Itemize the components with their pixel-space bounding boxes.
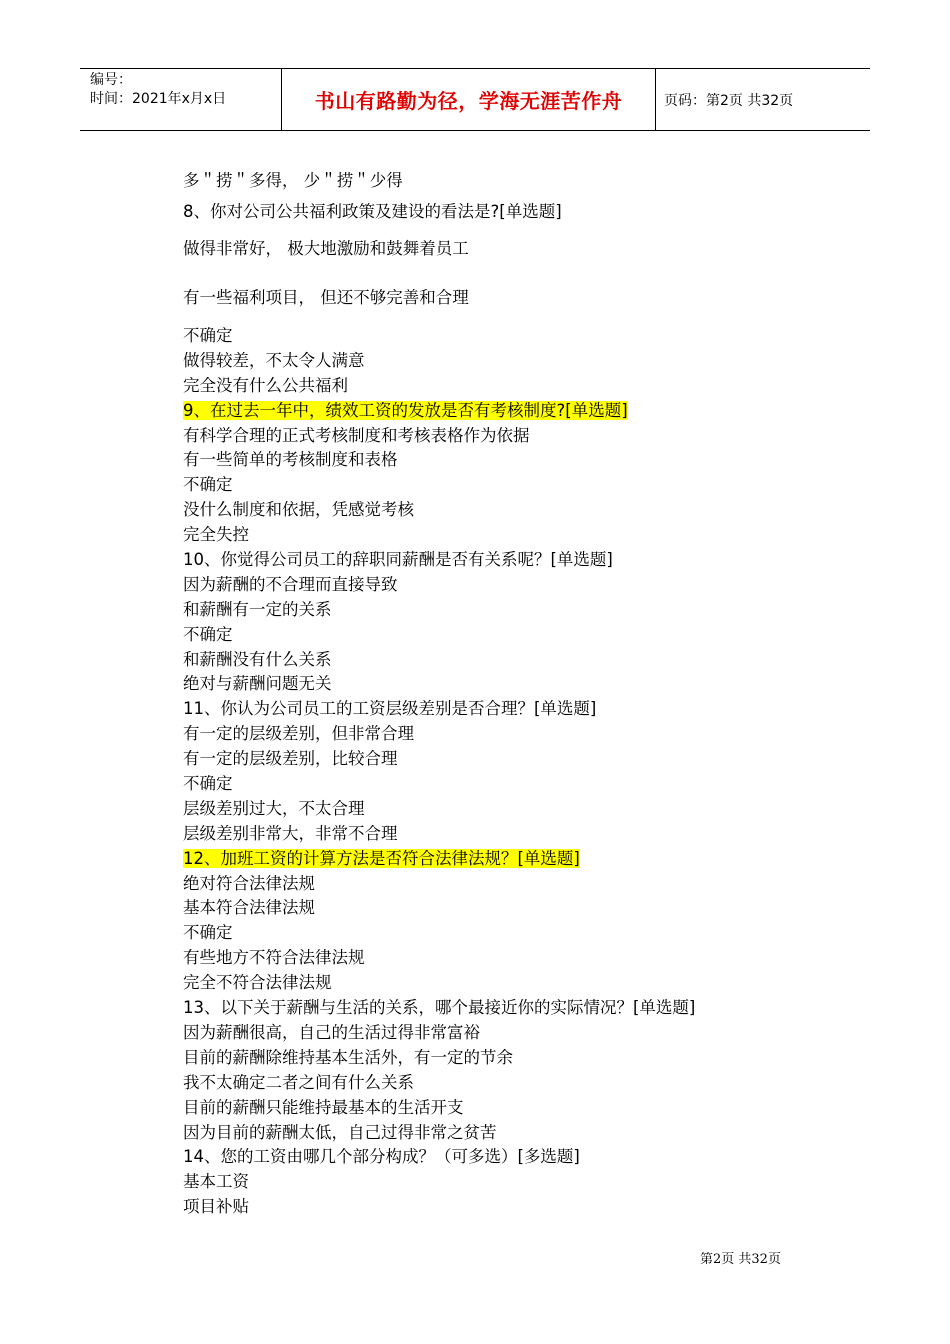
option-line: 因为薪酬的不合理而直接导致	[183, 574, 398, 594]
option-line: 因为薪酬很高，自己的生活过得非常富裕	[183, 1022, 480, 1042]
option-line: 有一定的层级差别，但非常合理	[183, 724, 414, 744]
question-8: 8、你对公司公共福利政策及建设的看法是?[单选题]	[183, 202, 562, 221]
option-line: 层级差别非常大，非常不合理	[183, 823, 398, 843]
question-9	[183, 399, 863, 424]
question-10: 10、你觉得公司员工的辞职同薪酬是否有关系呢？[单选题]	[183, 550, 613, 570]
option-line: 没什么制度和依据，凭感觉考核	[183, 500, 414, 520]
option-line: 完全不符合法律法规	[183, 973, 332, 993]
question-12	[183, 847, 863, 872]
page-footer: 第2页 共32页	[700, 1252, 781, 1267]
option-line: 目前的薪酬只能维持最基本的生活开支	[183, 1097, 464, 1117]
option-line: 我不太确定二者之间有什么关系	[183, 1072, 414, 1092]
option-line: 做得较差，不太令人满意	[183, 350, 365, 370]
option-line: 绝对与薪酬问题无关	[183, 674, 332, 694]
option-line: 有科学合理的正式考核制度和考核表格作为依据	[183, 425, 530, 445]
header-meta	[80, 69, 282, 130]
option-line: 和薪酬有一定的关系	[183, 599, 332, 619]
option-line: 和薪酬没有什么关系	[183, 649, 332, 669]
option-line: 不确定	[183, 774, 233, 794]
option-line: 不确定	[183, 475, 233, 495]
option-line: 做得非常好， 极大地激励和鼓舞着员工	[183, 239, 469, 258]
option-line: 层级差别过大，不太合理	[183, 798, 365, 818]
question-11: 11、你认为公司员工的工资层级差别是否合理？[单选题]	[183, 699, 597, 719]
question-14: 14、您的工资由哪几个部分构成？（可多选）[多选题]	[183, 1147, 580, 1167]
number-label: 编号：	[90, 72, 132, 88]
option-line: 因为目前的薪酬太低，自己过得非常之贫苦	[183, 1122, 497, 1142]
option-line: 有些地方不符合法律法规	[183, 948, 365, 968]
option-line: 有一些简单的考核制度和表格	[183, 450, 398, 470]
option-line: 完全没有什么公共福利	[183, 375, 348, 395]
option-line: 有一定的层级差别，比较合理	[183, 749, 398, 769]
header-page-label: 页码：第2页 共32页	[664, 92, 794, 109]
question-13: 13、以下关于薪酬与生活的关系，哪个最接近你的实际情况？[单选题]	[183, 998, 696, 1018]
highlighted-question: 12、加班工资的计算方法是否符合法律法规？[单选题]	[183, 848, 580, 868]
option-line: 基本符合法律法规	[183, 898, 315, 918]
option-line: 基本工资	[183, 1172, 249, 1192]
document-body	[183, 167, 863, 1220]
option-line: 项目补贴	[183, 1197, 249, 1217]
option-line: 绝对符合法律法规	[183, 873, 315, 893]
option-line: 有一些福利项目， 但还不够完善和合理	[183, 288, 469, 307]
highlighted-question: 9、在过去一年中，绩效工资的发放是否有考核制度?[单选题]	[183, 400, 628, 420]
option-line: 不确定	[183, 923, 233, 943]
text-line: 多＂捞＂多得， 少＂捞＂少得	[183, 171, 403, 190]
option-line: 不确定	[183, 326, 233, 345]
option-line: 不确定	[183, 624, 233, 644]
date-label: 时间：2021年x月x日	[90, 91, 227, 107]
option-line: 目前的薪酬除维持基本生活外，有一定的节余	[183, 1047, 513, 1067]
page-header	[80, 68, 870, 131]
option-line: 完全失控	[183, 525, 249, 545]
header-motto: 书山有路勤为径，学海无涯苦作舟	[282, 69, 656, 130]
